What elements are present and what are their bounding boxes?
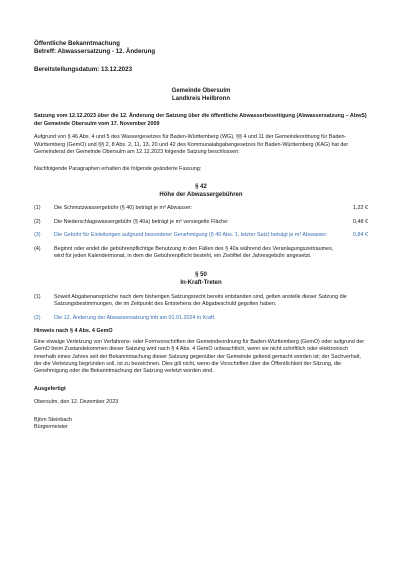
- paragraph-number: (4): [34, 245, 41, 252]
- paragraph-text: Die Gebühr für Einleitungen aufgrund besonderer Genehmigung (§ 40 Abs. 1, letzter Satz) beträgt je m³ Abwasser:: [54, 232, 328, 239]
- statute-title: Satzung vom 12.12.2023 über die 12. Änderung der Satzung über die öffentliche Abwasserbeseitigung (Abwassersatzung – AbwS) der Gemeinde Obersulm vom 17. November 2009: [34, 113, 367, 127]
- signatory-name: Björn Steinbach: [34, 416, 73, 423]
- paragraph-item: [34, 315, 368, 322]
- section-42-subheading: Höhe der Abwassergebühren: [159, 191, 243, 198]
- paragraph-item: [34, 294, 368, 309]
- intro-text: Nachfolgende Paragraphen erhalten die folgende geänderte Fassung:: [34, 166, 202, 173]
- paragraph-number: (2): [34, 314, 41, 321]
- fee-amount: [338, 246, 368, 261]
- fee-amount: 0,84 €: [353, 232, 368, 239]
- section-42-items: [34, 205, 368, 260]
- district-name: Landkreis Heilbronn: [171, 95, 230, 102]
- paragraph-number: (3): [34, 232, 41, 239]
- paragraph-item: [34, 219, 368, 226]
- section-50-subheading: In-Kraft-Treten: [180, 280, 222, 287]
- paragraph-item: [34, 232, 368, 239]
- fee-amount: 0,48 €: [353, 218, 368, 225]
- paragraph-text: Die Schmutzwassergebühr (§ 40) beträgt je m³ Abwasser:: [54, 205, 193, 212]
- paragraph-item: [34, 205, 368, 212]
- section-42-heading: § 42: [195, 183, 207, 190]
- publication-date: Bereitstellungsdatum: 13.12.2023: [34, 66, 133, 74]
- fee-amount: 1,22 €: [353, 205, 368, 212]
- section-50-heading: § 50: [195, 272, 207, 279]
- section-50-items: [34, 294, 368, 322]
- signoff-label: Ausgefertigt: [34, 385, 66, 392]
- notice-text: Eine etwaige Verletzung von Verfahrens- oder Formvorschriften der Gemeindeordnung für Baden-Württemberg (GemO) oder aufgrund der GemO beim Zustandekommen dieser Satzung wird nach § 4 Abs. 4 GemO unbeachtlich, wenn sie nicht schriftlich oder elektronisch innerhalb eines Jahres seit der Bekanntmachung dieser Satzung gegenüber der Gemeinde geltend gemacht worden ist; der Sachverhalt, der die Verletzung begründen soll, ist zu bezeichnen. Dies gilt nicht, wenn die Vorschriften über die Öffentlichkeit der Sitzung, die Genehmigung oder die Bekanntmachung der Satzung verletzt worden sind.: [34, 338, 365, 375]
- subject-line: Betreff: Abwassersatzung - 12. Änderung: [34, 48, 156, 56]
- paragraph-item: [34, 246, 368, 261]
- notice-type: Öffentliche Bekanntmachung: [34, 40, 120, 47]
- municipality-name: Gemeinde Obersulm: [171, 87, 231, 94]
- paragraph-text: Soweit Abgabenansprüche nach dem bisherigen Satzungsrecht bereits entstanden sind, gelten anstelle dieser Satzung die Satzungsbestimmungen, die im Zeitpunkt des Entstehens der Abgabeschuld gegolten haben.: [54, 294, 347, 308]
- signoff-place-date: Obersulm, den 12. Dezember 2023: [34, 399, 119, 406]
- preamble: Aufgrund von § 46 Abs. 4 und 5 des Wassergesetzes für Baden-Württemberg (WG), §§ 4 und 11 der Gemeindeordnung für Baden-Württemberg (GemO) und §§ 2, 8 Abs. 2, 11, 13, 20 und 42 des Kommunalabgabengesetzes für Baden-Württemberg (KAG) hat der Gemeinderat der Gemeinde Obersulm am 12.12.2023 folgende Satzung beschlossen:: [34, 134, 349, 156]
- signatory-role: Bürgermeister: [34, 423, 68, 430]
- paragraph-number: (2): [34, 218, 41, 225]
- notice-heading: Hinweis nach § 4 Abs. 4 GemO: [34, 328, 113, 335]
- paragraph-text: Beginnt oder endet die gebührenpflichtige Benutzung in den Fällen des § 40a während des Veranlagungszeitraumes, wird für jeden Kalendermonat, in dem die Gebührenpflicht besteht, ein Zwölftel der Jahresgebühr angesetzt.: [54, 245, 334, 260]
- paragraph-text: Die 12. Änderung der Abwassersatzung tritt am 01.01.2024 in Kraft.: [54, 314, 216, 321]
- paragraph-text: Die Niederschlagswassergebühr (§ 40a) beträgt je m² versiegelte Fläche:: [54, 218, 229, 225]
- paragraph-number: (1): [34, 205, 41, 212]
- paragraph-number: (1): [34, 294, 41, 301]
